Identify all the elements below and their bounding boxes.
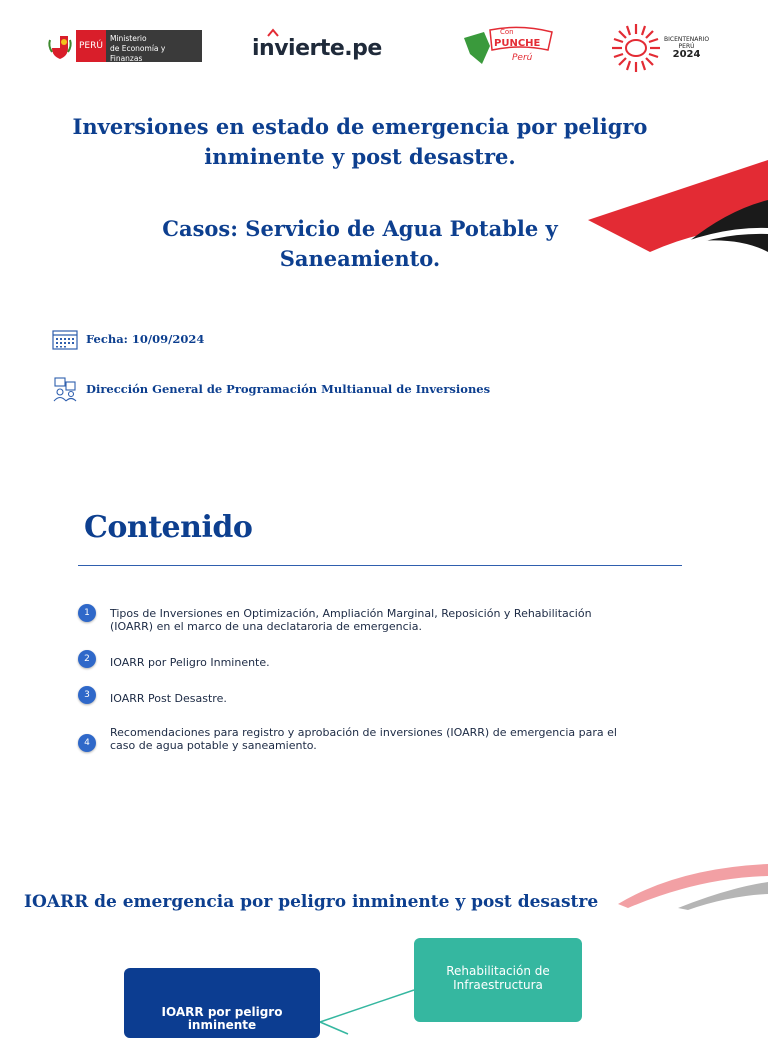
bicentenario-text [664, 36, 709, 60]
contents-slide [0, 432, 768, 864]
ioarr-peligro-inminente-box [124, 968, 320, 1038]
bicentenario-peru: PERÚ [678, 43, 695, 50]
decorative-swoosh [588, 156, 768, 266]
bicentenario-label: BICENTENARIO [664, 36, 710, 43]
decorative-swoosh-faded [618, 864, 768, 912]
bicentenario-year: 2024 [672, 49, 701, 60]
item-4-line-1: Recomendaciones para registro y aprobación de inversiones (IOARR) de emergencia para el [110, 726, 617, 739]
calendar-icon [52, 328, 78, 350]
box-teal-line-2: Infraestructura [453, 978, 543, 992]
direction-row [52, 376, 490, 402]
item-1-line-1: Tipos de Inversiones en Optimización, Ampliación Marginal, Reposición y Rehabilitación [110, 607, 592, 620]
contents-divider [78, 565, 682, 566]
box-blue-line-1: IOARR por peligro [161, 1005, 283, 1019]
peru-label: PERÚ [76, 30, 106, 62]
contents-item-2 [78, 650, 678, 669]
bicentenario-logo [610, 22, 709, 74]
peru-shield-icon [48, 32, 72, 60]
ministry-label [106, 30, 202, 62]
punche-peru: Perú [512, 53, 533, 63]
ministry-line-2: de Economía y Finanzas [109, 44, 166, 63]
contents-item-4 [78, 726, 678, 752]
mef-logo [48, 30, 202, 62]
invierte-roof-icon [268, 30, 278, 36]
contents-title: Contenido [84, 510, 253, 545]
item-1-line-2: (IOARR) en el marco de una declataroria de emergencia. [110, 620, 422, 633]
ioarr-section-title: IOARR de emergencia por peligro inminente y post desastre [24, 892, 599, 912]
punche-main: PUNCHE [494, 38, 541, 49]
ioarr-diagram-slide [0, 864, 768, 1032]
date-text: Fecha: 10/09/2024 [86, 332, 205, 346]
diagram-connector [318, 974, 418, 1034]
invierte-text: invierte.pe [252, 36, 382, 61]
bicentenario-sun-icon [610, 22, 662, 74]
slide-title-line-2: inminente y post desastre. [204, 144, 516, 169]
slide-title-line-1: Inversiones en estado de emergencia por peligro [72, 114, 648, 139]
item-number-2: 2 [78, 650, 96, 668]
box-blue-line-2: inminente [187, 1018, 257, 1032]
direction-text: Dirección General de Programación Multianual de Inversiones [86, 382, 491, 396]
slide-title [40, 112, 680, 172]
slide-subtitle [100, 214, 620, 274]
item-text-3: IOARR Post Desastre. [110, 692, 227, 705]
rehabilitacion-box [414, 938, 582, 1022]
item-number-1: 1 [78, 604, 96, 622]
invierte-logo [252, 36, 382, 61]
ministry-line-1: Ministerio [109, 34, 147, 43]
title-slide [0, 0, 768, 432]
organization-icon [52, 376, 78, 402]
slide-subtitle-line-1: Casos: Servicio de Agua Potable y [162, 216, 558, 241]
punche-con: Con [500, 28, 514, 36]
item-number-4: 4 [78, 734, 96, 752]
contents-item-1 [78, 604, 678, 633]
contents-item-3 [78, 686, 678, 705]
box-teal-line-1: Rehabilitación de [446, 964, 550, 978]
item-4-line-2: caso de agua potable y saneamiento. [110, 739, 317, 752]
date-row [52, 328, 204, 350]
item-text-2: IOARR por Peligro Inminente. [110, 656, 270, 669]
slide-subtitle-line-2: Saneamiento. [279, 246, 441, 271]
con-punche-peru-logo [460, 24, 558, 70]
item-text-4 [110, 726, 617, 752]
item-number-3: 3 [78, 686, 96, 704]
item-text-1 [110, 607, 592, 633]
